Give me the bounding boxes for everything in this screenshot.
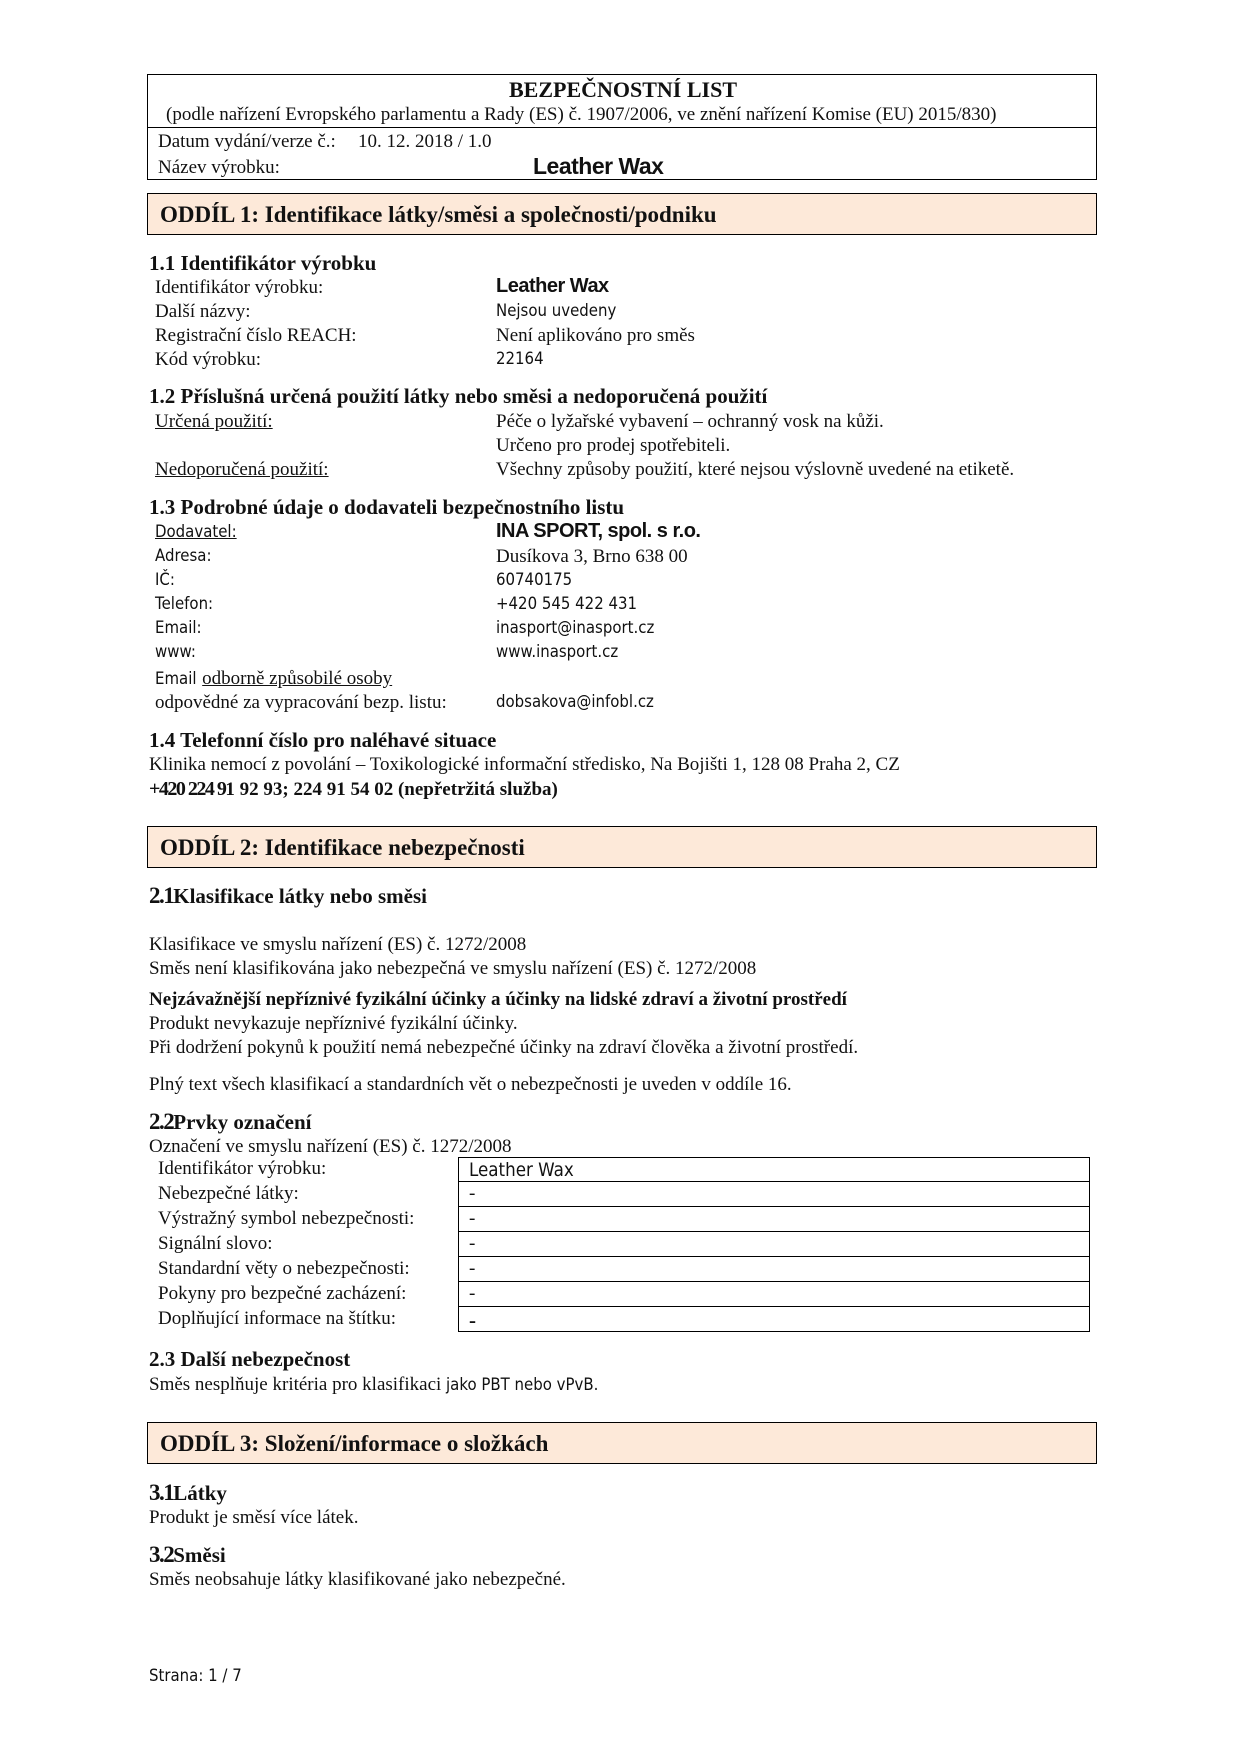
label-table-row [150, 1232, 1090, 1257]
s14-phone-rest: 1 92 93; 224 91 54 02 (nepřetržitá služba) [225, 779, 558, 800]
s21-bold-line: Nejzávažnější nepříznivé fyzikální účinky a účinky na lidské zdraví a životní prostředí [149, 989, 847, 1010]
label-table-row [150, 1157, 1090, 1182]
s12-not-recommended-label: Nedoporučená použití: [155, 459, 329, 480]
issue-date-value: 10. 12. 2018 / 1.0 [358, 131, 492, 152]
section-2-header [147, 826, 1097, 868]
label-table-label: Identifikátor výrobku: [158, 1158, 327, 1179]
label-table-cell [458, 1157, 1090, 1182]
s12-heading: 1.2 Příslušná určená použití látky nebo směsi a nedoporučená použití [149, 384, 768, 408]
s13-supplier-value: INA SPORT, spol. s r.o. [496, 520, 701, 542]
s11-label: Další názvy: [155, 301, 251, 322]
s13-expert-label-underlined: odborně způsobilé osoby [202, 668, 393, 689]
product-name-label: Název výrobku: [158, 157, 280, 178]
s11-label: Identifikátor výrobku: [155, 277, 324, 298]
label-table-value: - [469, 1233, 476, 1254]
label-table-label: Výstražný symbol nebezpečnosti: [158, 1208, 415, 1229]
s21-title: Klasifikace látky nebo směsi [173, 884, 428, 908]
document-title: BEZPEČNOSTNÍ LIST [508, 77, 738, 102]
document-subtitle: (podle nařízení Evropského parlamentu a Rady (ES) č. 1907/2006, ve znění nařízení Komise (EU) 2015/830) [166, 104, 997, 125]
s32-text: Směs neobsahuje látky klasifikované jako nebezpečné. [149, 1569, 566, 1590]
s23-text [149, 1373, 619, 1397]
s23-heading: 2.3 Další nebezpečnost [149, 1347, 351, 1371]
s13-value: +420 545 422 431 [496, 594, 638, 614]
s12-intended-label: Určená použití: [155, 411, 273, 432]
s13-label: Adresa: [155, 546, 212, 566]
s11-value: Nejsou uvedeny [496, 301, 617, 321]
label-table-value: - [469, 1183, 476, 1204]
label-table-row [150, 1282, 1090, 1307]
section-1-header [147, 193, 1097, 235]
s14-heading: 1.4 Telefonní číslo pro naléhavé situace [149, 728, 497, 752]
s12-intended-value: Péče o lyžařské vybavení – ochranný vosk na kůži. [496, 411, 884, 432]
label-table-cell [458, 1182, 1090, 1207]
section-1-title: ODDÍL 1: Identifikace látky/směsi a společnosti/podniku [160, 202, 717, 227]
s12-intended-value: Určeno pro prodej spotřebiteli. [496, 435, 731, 456]
s11-value: 22164 [496, 349, 544, 369]
label-table-label: Pokyny pro bezpečné zacházení: [158, 1283, 407, 1304]
label-table-value: - [469, 1308, 476, 1332]
s12-not-recommended-value: Všechny způsoby použití, které nejsou výslovně uvedené na etiketě. [496, 459, 1015, 480]
label-table-value: - [469, 1208, 476, 1229]
label-table-row [150, 1257, 1090, 1282]
s23-text-part1: Směs nesplňuje kritéria pro klasifikaci [149, 1374, 447, 1395]
label-table-label: Signální slovo: [158, 1233, 273, 1254]
s21-line5: Plný text všech klasifikací a standardních vět o nebezpečnosti je uveden v oddíle 16. [149, 1074, 792, 1095]
s32-title: Směsi [173, 1543, 226, 1567]
section-3-title: ODDÍL 3: Složení/informace o složkách [160, 1431, 549, 1456]
s31-heading [149, 1481, 227, 1506]
s11-value: Není aplikováno pro směs [496, 325, 695, 346]
s31-num: 3.1 [149, 1480, 174, 1505]
label-table-row [150, 1182, 1090, 1207]
s31-title: Látky [173, 1481, 227, 1505]
s22-title: Prvky označení [173, 1110, 312, 1134]
s14-phone [149, 778, 558, 801]
s13-value: www.inasport.cz [496, 642, 619, 662]
document-header [147, 74, 1097, 180]
s21-line1: Klasifikace ve smyslu nařízení (ES) č. 1272/2008 [149, 934, 527, 955]
header-divider [148, 127, 1096, 128]
label-table-value: Leather Wax [469, 1159, 574, 1181]
s13-value: Dusíkova 3, Brno 638 00 [496, 546, 688, 567]
s13-label: Telefon: [155, 594, 214, 614]
s13-expert-label [155, 667, 392, 691]
s13-label: Email: [155, 618, 202, 638]
s11-heading: 1.1 Identifikátor výrobku [149, 251, 377, 275]
page-number: Strana: 1 / 7 [149, 1666, 242, 1686]
s13-value: 60740175 [496, 570, 573, 590]
s21-heading [149, 884, 427, 909]
s23-text-part2: jako PBT nebo vPvB. [446, 1375, 599, 1395]
s21-num: 2.1 [149, 883, 174, 908]
label-table-row [150, 1207, 1090, 1232]
s31-text: Produkt je směsí více látek. [149, 1507, 359, 1528]
s32-heading [149, 1543, 226, 1568]
s14-line1: Klinika nemocí z povolání – Toxikologické informační středisko, Na Bojišti 1, 128 08 Praha 2, CZ [149, 754, 900, 775]
label-table-value: - [469, 1258, 476, 1279]
issue-date-label: Datum vydání/verze č.: [158, 131, 336, 152]
s22-intro: Označení ve smyslu nařízení (ES) č. 1272/2008 [149, 1136, 512, 1157]
s13-expert-label-line2: odpovědné za vypracování bezp. listu: [155, 692, 447, 713]
label-table-cell [458, 1232, 1090, 1257]
section-2-title: ODDÍL 2: Identifikace nebezpečnosti [160, 835, 525, 860]
s13-label: www: [155, 642, 196, 662]
s13-supplier-label: Dodavatel: [155, 522, 237, 542]
label-table-value: - [469, 1283, 476, 1304]
s13-label: IČ: [155, 570, 175, 590]
label-table-cell [458, 1257, 1090, 1282]
s22-num: 2.2 [149, 1109, 174, 1134]
s13-expert-value: dobsakova@infobl.cz [496, 692, 654, 712]
s13-value: inasport@inasport.cz [496, 618, 655, 638]
s14-phone-prefix: +420 224 9 [149, 778, 226, 800]
s13-expert-label-prefix: Email [155, 669, 197, 689]
section-3-header [147, 1422, 1097, 1464]
label-table-row [150, 1307, 1090, 1332]
label-table-label: Nebezpečné látky: [158, 1183, 299, 1204]
label-table-cell [458, 1282, 1090, 1307]
label-table-label: Doplňující informace na štítku: [158, 1308, 396, 1329]
s21-line4: Při dodržení pokynů k použití nemá nebezpečné účinky na zdraví člověka a životní prostředí. [149, 1037, 859, 1058]
s11-label: Registrační číslo REACH: [155, 325, 357, 346]
s21-line2: Směs není klasifikována jako nebezpečná ve smyslu nařízení (ES) č. 1272/2008 [149, 958, 757, 979]
s32-num: 3.2 [149, 1542, 174, 1567]
s22-heading [149, 1110, 311, 1135]
label-table-label: Standardní věty o nebezpečnosti: [158, 1258, 410, 1279]
product-name-value: Leather Wax [533, 153, 664, 179]
s11-label: Kód výrobku: [155, 349, 262, 370]
s13-heading: 1.3 Podrobné údaje o dodavateli bezpečnostního listu [149, 495, 625, 519]
s11-value: Leather Wax [496, 275, 609, 297]
label-table-cell [458, 1307, 1090, 1332]
s21-line3: Produkt nevykazuje nepříznivé fyzikální účinky. [149, 1013, 518, 1034]
label-table-cell [458, 1207, 1090, 1232]
